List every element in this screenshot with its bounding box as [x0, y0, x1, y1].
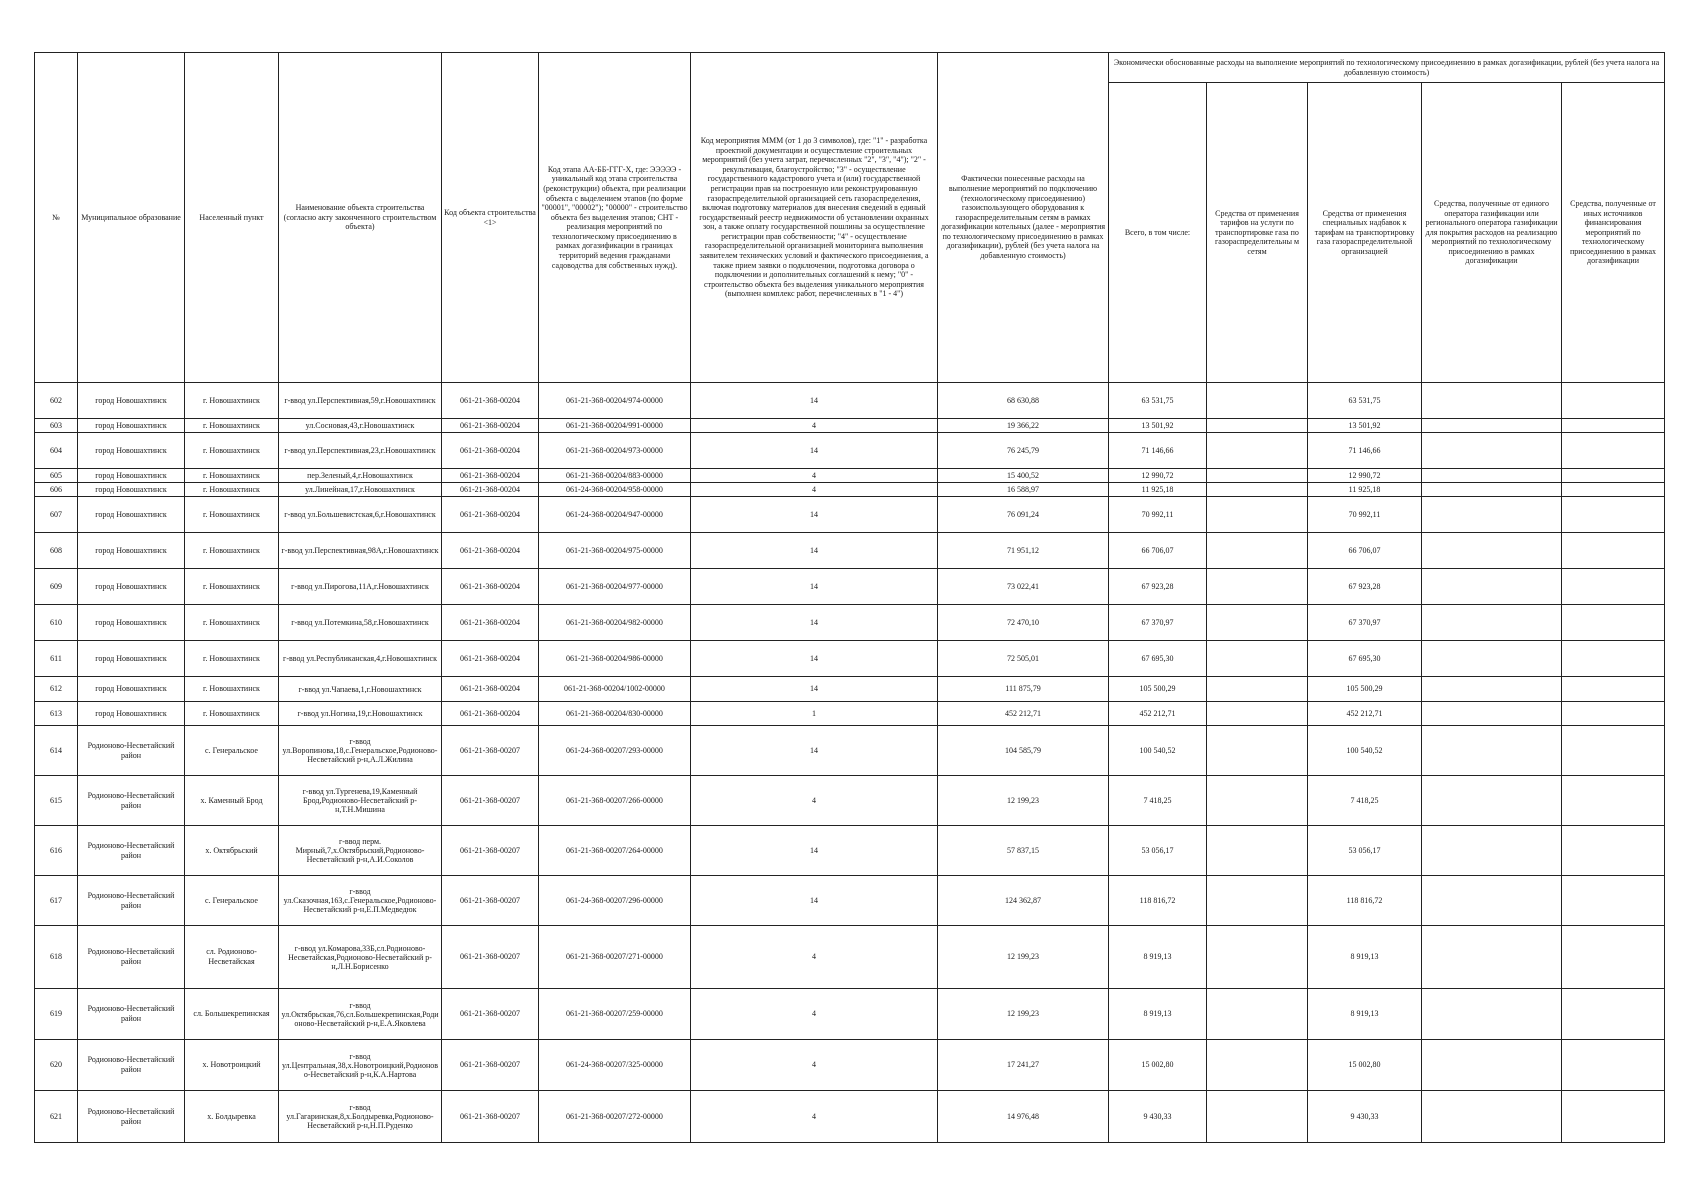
row-tariff — [1207, 1040, 1308, 1091]
row-total: 13 501,92 — [1109, 419, 1207, 433]
row-event-code: 4 — [691, 989, 938, 1040]
row-event-code: 14 — [691, 641, 938, 677]
table-row — [35, 677, 1665, 702]
row-num: 605 — [35, 469, 78, 483]
col-header-special: Средства от применения специальных надбавок к тарифам на транспортировку газа газораспределительной организацией — [1308, 83, 1422, 383]
row-settlement: г. Новошахтинск — [185, 497, 279, 533]
row-municipality: Родионово-Несветайский район — [78, 1040, 185, 1091]
row-tariff — [1207, 677, 1308, 702]
row-object-code: 061-21-368-00204 — [442, 677, 539, 702]
table-body — [35, 383, 1665, 1143]
row-event-code: 4 — [691, 419, 938, 433]
table-row — [35, 433, 1665, 469]
row-special: 70 992,11 — [1308, 497, 1422, 533]
row-tariff — [1207, 483, 1308, 497]
row-stage-code: 061-21-368-00204/986-00000 — [539, 641, 691, 677]
row-settlement: г. Новошахтинск — [185, 419, 279, 433]
table-row — [35, 926, 1665, 989]
row-total: 71 146,66 — [1109, 433, 1207, 469]
row-settlement: сл. Родионово-Несветайская — [185, 926, 279, 989]
row-settlement: г. Новошахтинск — [185, 383, 279, 419]
row-object-name: г-ввод ул.Большевистская,6,г.Новошахтинск — [279, 497, 442, 533]
row-object-code: 061-21-368-00207 — [442, 1091, 539, 1143]
row-special: 63 531,75 — [1308, 383, 1422, 419]
row-tariff — [1207, 702, 1308, 726]
row-object-code: 061-21-368-00207 — [442, 989, 539, 1040]
col-header-object-code: Код объекта строительства <1> — [442, 53, 539, 383]
row-actual-costs: 15 400,52 — [938, 469, 1109, 483]
row-municipality: город Новошахтинск — [78, 469, 185, 483]
row-other — [1562, 383, 1665, 419]
row-stage-code: 061-21-368-00204/982-00000 — [539, 605, 691, 641]
row-single-operator — [1422, 569, 1562, 605]
col-header-stage-code: Код этапа АА-ББ-ГГГ-Х, где: ЭЭЭЭЭ - уникальный код этапа строительства (реконструкции) объекта, при реализации объекта с выделением этапов (по форме "00001", "00002"); "00000" - строительство объекта без выделения этапов; СНТ - реализация мероприятий по технологическому присоединению в рамках догазификации в границах территорий ведения гражданами садоводства для собственных нужд). — [539, 53, 691, 383]
row-special: 12 990,72 — [1308, 469, 1422, 483]
row-other — [1562, 677, 1665, 702]
row-actual-costs: 76 091,24 — [938, 497, 1109, 533]
row-num: 616 — [35, 826, 78, 876]
row-object-code: 061-21-368-00204 — [442, 497, 539, 533]
row-other — [1562, 569, 1665, 605]
row-special: 7 418,25 — [1308, 776, 1422, 826]
row-tariff — [1207, 776, 1308, 826]
row-num: 618 — [35, 926, 78, 989]
row-num: 609 — [35, 569, 78, 605]
row-single-operator — [1422, 383, 1562, 419]
row-stage-code: 061-21-368-00207/272-00000 — [539, 1091, 691, 1143]
row-settlement: г. Новошахтинск — [185, 533, 279, 569]
row-num: 614 — [35, 726, 78, 776]
row-single-operator — [1422, 989, 1562, 1040]
row-stage-code: 061-21-368-00207/266-00000 — [539, 776, 691, 826]
row-settlement: с. Генеральское — [185, 726, 279, 776]
col-header-municipality: Муниципальное образование — [78, 53, 185, 383]
row-municipality: город Новошахтинск — [78, 677, 185, 702]
row-event-code: 4 — [691, 926, 938, 989]
row-settlement: сл. Большекрепинская — [185, 989, 279, 1040]
row-special: 67 370,97 — [1308, 605, 1422, 641]
row-municipality: город Новошахтинск — [78, 483, 185, 497]
row-special: 100 540,52 — [1308, 726, 1422, 776]
row-other — [1562, 876, 1665, 926]
row-actual-costs: 452 212,71 — [938, 702, 1109, 726]
row-num: 613 — [35, 702, 78, 726]
row-single-operator — [1422, 876, 1562, 926]
row-total: 66 706,07 — [1109, 533, 1207, 569]
row-tariff — [1207, 926, 1308, 989]
row-municipality: город Новошахтинск — [78, 433, 185, 469]
row-settlement: г. Новошахтинск — [185, 702, 279, 726]
row-num: 619 — [35, 989, 78, 1040]
row-other — [1562, 726, 1665, 776]
row-tariff — [1207, 876, 1308, 926]
row-municipality: Родионово-Несветайский район — [78, 926, 185, 989]
table-row — [35, 533, 1665, 569]
table-row — [35, 776, 1665, 826]
table-header — [35, 53, 1665, 383]
row-tariff — [1207, 533, 1308, 569]
row-stage-code: 061-24-368-00207/325-00000 — [539, 1040, 691, 1091]
row-event-code: 14 — [691, 383, 938, 419]
row-special: 13 501,92 — [1308, 419, 1422, 433]
row-other — [1562, 702, 1665, 726]
row-stage-code: 061-21-368-00204/883-00000 — [539, 469, 691, 483]
row-tariff — [1207, 433, 1308, 469]
col-header-actual-costs: Фактически понесенные расходы на выполнение мероприятий по подключению (технологическому присоединению) газоиспользующего оборудования к газораспределительным сетям в рамках догазификации котельных (далее - мероприятия по технологическому присоединению в рамках догазификации), рублей (без учета налога на добавленную стоимость) — [938, 53, 1109, 383]
row-num: 602 — [35, 383, 78, 419]
row-single-operator — [1422, 702, 1562, 726]
row-num: 621 — [35, 1091, 78, 1143]
row-object-code: 061-21-368-00207 — [442, 826, 539, 876]
row-num: 612 — [35, 677, 78, 702]
row-municipality: город Новошахтинск — [78, 641, 185, 677]
row-stage-code: 061-21-368-00204/975-00000 — [539, 533, 691, 569]
row-municipality: Родионово-Несветайский район — [78, 726, 185, 776]
row-settlement: х. Октябрьский — [185, 826, 279, 876]
row-special: 15 002,80 — [1308, 1040, 1422, 1091]
row-total: 67 923,28 — [1109, 569, 1207, 605]
row-total: 8 919,13 — [1109, 926, 1207, 989]
row-object-name: г-ввод ул.Перспективная,23,г.Новошахтинск — [279, 433, 442, 469]
row-num: 606 — [35, 483, 78, 497]
row-object-name: г-ввод ул.Сказочная,163,с.Генеральское,Родионово-Несветайский р-н,Е.П.Медведюк — [279, 876, 442, 926]
row-event-code: 4 — [691, 469, 938, 483]
row-stage-code: 061-21-368-00204/974-00000 — [539, 383, 691, 419]
row-municipality: Родионово-Несветайский район — [78, 776, 185, 826]
row-settlement: х. Каменный Брод — [185, 776, 279, 826]
row-total: 11 925,18 — [1109, 483, 1207, 497]
row-other — [1562, 1040, 1665, 1091]
row-municipality: Родионово-Несветайский район — [78, 876, 185, 926]
row-special: 8 919,13 — [1308, 926, 1422, 989]
row-actual-costs: 68 630,88 — [938, 383, 1109, 419]
row-tariff — [1207, 419, 1308, 433]
row-single-operator — [1422, 776, 1562, 826]
row-special: 11 925,18 — [1308, 483, 1422, 497]
row-actual-costs: 71 951,12 — [938, 533, 1109, 569]
row-event-code: 14 — [691, 497, 938, 533]
row-special: 67 695,30 — [1308, 641, 1422, 677]
row-actual-costs: 73 022,41 — [938, 569, 1109, 605]
row-stage-code: 061-21-368-00204/1002-00000 — [539, 677, 691, 702]
row-total: 9 430,33 — [1109, 1091, 1207, 1143]
row-special: 8 919,13 — [1308, 989, 1422, 1040]
row-actual-costs: 17 241,27 — [938, 1040, 1109, 1091]
row-settlement: х. Болдыревка — [185, 1091, 279, 1143]
row-other — [1562, 1091, 1665, 1143]
row-single-operator — [1422, 433, 1562, 469]
row-num: 603 — [35, 419, 78, 433]
row-other — [1562, 483, 1665, 497]
row-num: 607 — [35, 497, 78, 533]
row-total: 70 992,11 — [1109, 497, 1207, 533]
row-object-code: 061-21-368-00207 — [442, 1040, 539, 1091]
row-object-code: 061-21-368-00207 — [442, 926, 539, 989]
row-total: 12 990,72 — [1109, 469, 1207, 483]
row-single-operator — [1422, 533, 1562, 569]
row-object-name: ул.Сосновая,43,г.Новошахтинск — [279, 419, 442, 433]
col-header-other: Средства, полученные от иных источников финансирования мероприятий по технологическому присоединению в рамках догазификации — [1562, 83, 1665, 383]
row-num: 611 — [35, 641, 78, 677]
row-stage-code: 061-21-368-00207/264-00000 — [539, 826, 691, 876]
col-header-tariff: Средства от применения тарифов на услуги по транспортировке газа по газораспределительны м сетям — [1207, 83, 1308, 383]
row-total: 100 540,52 — [1109, 726, 1207, 776]
row-special: 452 212,71 — [1308, 702, 1422, 726]
row-total: 105 500,29 — [1109, 677, 1207, 702]
row-event-code: 14 — [691, 605, 938, 641]
row-tariff — [1207, 605, 1308, 641]
row-other — [1562, 926, 1665, 989]
row-single-operator — [1422, 1040, 1562, 1091]
row-special: 9 430,33 — [1308, 1091, 1422, 1143]
row-special: 67 923,28 — [1308, 569, 1422, 605]
row-stage-code: 061-24-368-00207/296-00000 — [539, 876, 691, 926]
row-actual-costs: 104 585,79 — [938, 726, 1109, 776]
row-total: 7 418,25 — [1109, 776, 1207, 826]
row-settlement: г. Новошахтинск — [185, 641, 279, 677]
row-stage-code: 061-21-368-00207/259-00000 — [539, 989, 691, 1040]
row-object-code: 061-21-368-00204 — [442, 605, 539, 641]
row-object-name: г-ввод ул.Ногина,19,г.Новошахтинск — [279, 702, 442, 726]
row-object-code: 061-21-368-00204 — [442, 419, 539, 433]
row-other — [1562, 605, 1665, 641]
row-total: 118 816,72 — [1109, 876, 1207, 926]
table-row — [35, 726, 1665, 776]
row-single-operator — [1422, 926, 1562, 989]
row-actual-costs: 19 366,22 — [938, 419, 1109, 433]
row-single-operator — [1422, 726, 1562, 776]
table-row — [35, 419, 1665, 433]
table-row — [35, 989, 1665, 1040]
row-event-code: 14 — [691, 876, 938, 926]
row-object-code: 061-21-368-00204 — [442, 533, 539, 569]
row-actual-costs: 14 976,48 — [938, 1091, 1109, 1143]
table-row — [35, 1091, 1665, 1143]
row-actual-costs: 16 588,97 — [938, 483, 1109, 497]
row-total: 67 695,30 — [1109, 641, 1207, 677]
row-event-code: 14 — [691, 826, 938, 876]
row-stage-code: 061-24-368-00204/947-00000 — [539, 497, 691, 533]
row-total: 8 919,13 — [1109, 989, 1207, 1040]
row-object-name: пер.Зеленый,4,г.Новошахтинск — [279, 469, 442, 483]
row-event-code: 14 — [691, 569, 938, 605]
row-event-code: 1 — [691, 702, 938, 726]
row-municipality: город Новошахтинск — [78, 419, 185, 433]
row-tariff — [1207, 497, 1308, 533]
data-table — [34, 52, 1665, 1143]
row-event-code: 4 — [691, 776, 938, 826]
table-row — [35, 876, 1665, 926]
row-stage-code: 061-21-368-00204/973-00000 — [539, 433, 691, 469]
row-special: 71 146,66 — [1308, 433, 1422, 469]
row-special: 118 816,72 — [1308, 876, 1422, 926]
row-object-name: г-ввод ул.Октябрьская,76,сл.Большекрепинская,Родионово-Несветайский р-н,Е.А.Яковлева — [279, 989, 442, 1040]
row-single-operator — [1422, 419, 1562, 433]
row-object-code: 061-21-368-00204 — [442, 383, 539, 419]
row-other — [1562, 826, 1665, 876]
document-page — [34, 52, 1664, 1143]
row-stage-code: 061-21-368-00207/271-00000 — [539, 926, 691, 989]
table-row — [35, 497, 1665, 533]
row-object-code: 061-21-368-00204 — [442, 483, 539, 497]
table-row — [35, 483, 1665, 497]
row-other — [1562, 776, 1665, 826]
table-row — [35, 605, 1665, 641]
row-event-code: 14 — [691, 533, 938, 569]
row-event-code: 14 — [691, 433, 938, 469]
row-tariff — [1207, 826, 1308, 876]
row-single-operator — [1422, 497, 1562, 533]
row-special: 53 056,17 — [1308, 826, 1422, 876]
col-header-group: Экономически обоснованные расходы на выполнение мероприятий по технологическому присоединению в рамках догазификации, рублей (без учета налога на добавленную стоимость) — [1109, 53, 1665, 83]
row-other — [1562, 533, 1665, 569]
row-single-operator — [1422, 826, 1562, 876]
row-num: 620 — [35, 1040, 78, 1091]
row-tariff — [1207, 569, 1308, 605]
row-object-code: 061-21-368-00204 — [442, 569, 539, 605]
row-num: 604 — [35, 433, 78, 469]
row-num: 610 — [35, 605, 78, 641]
row-municipality: Родионово-Несветайский район — [78, 1091, 185, 1143]
row-municipality: город Новошахтинск — [78, 702, 185, 726]
row-object-name: г-ввод ул.Республиканская,4,г.Новошахтинск — [279, 641, 442, 677]
col-header-event-code: Код мероприятия МММ (от 1 до 3 символов), где: "1" - разработка проектной документации и осуществление строительных мероприятий (без учета затрат, перечисленных "2", "3", "4"); "2" - рекультивация, благоустройство; "3" - осуществление государственного кадастрового учета и (или) государственной регистрации прав на построенную или реконструированную газораспределительной организацией сеть газораспределения, включая подготовку материалов для внесения сведений в единый государственный реестр недвижимости об установлении охранных зон, а также оплату государственной пошлины за осуществление регистрации прав собственности; "4" - осуществление газораспределительной организацией мониторинга выполнения заявителем технических условий и фактического присоединения, а также прием заявки о подключении, подготовка договора о подключении и дополнительных соглашений к нему; "0" - строительство объекта без выделения уникального мероприятия (выполнен комплекс работ, перечисленных в "1 - 4") — [691, 53, 938, 383]
col-header-num: № — [35, 53, 78, 383]
row-object-name: г-ввод ул.Центральная,38,х.Новотроицкий,Родионово-Несветайский р-н,К.А.Нартова — [279, 1040, 442, 1091]
row-object-name: г-ввод ул.Воропинова,18,с.Генеральское,Родионово-Несветайский р-н,А.Л.Жилина — [279, 726, 442, 776]
row-actual-costs: 12 199,23 — [938, 926, 1109, 989]
row-stage-code: 061-21-368-00204/991-00000 — [539, 419, 691, 433]
row-stage-code: 061-24-368-00207/293-00000 — [539, 726, 691, 776]
row-municipality: Родионово-Несветайский район — [78, 826, 185, 876]
row-tariff — [1207, 641, 1308, 677]
row-actual-costs: 76 245,79 — [938, 433, 1109, 469]
row-stage-code: 061-24-368-00204/958-00000 — [539, 483, 691, 497]
row-total: 15 002,80 — [1109, 1040, 1207, 1091]
row-other — [1562, 419, 1665, 433]
row-municipality: Родионово-Несветайский район — [78, 989, 185, 1040]
row-object-name: г-ввод ул.Перспективная,59,г.Новошахтинск — [279, 383, 442, 419]
row-single-operator — [1422, 1091, 1562, 1143]
row-municipality: город Новошахтинск — [78, 497, 185, 533]
row-settlement: г. Новошахтинск — [185, 605, 279, 641]
row-event-code: 14 — [691, 677, 938, 702]
table-row — [35, 826, 1665, 876]
row-actual-costs: 111 875,79 — [938, 677, 1109, 702]
row-object-name: г-ввод ул.Пирогова,11А,г.Новошахтинск — [279, 569, 442, 605]
row-object-name: г-ввод ул.Тургенева,19,Каменный Брод,Родионово-Несветайский р-н,Т.Н.Мишина — [279, 776, 442, 826]
row-other — [1562, 497, 1665, 533]
col-header-settlement: Населенный пункт — [185, 53, 279, 383]
row-special: 66 706,07 — [1308, 533, 1422, 569]
row-object-name: г-ввод перм. Мирный,7,х.Октябрьский,Родионово-Несветайский р-н,А.И.Соколов — [279, 826, 442, 876]
col-header-total: Всего, в том числе: — [1109, 83, 1207, 383]
row-tariff — [1207, 989, 1308, 1040]
row-other — [1562, 469, 1665, 483]
row-tariff — [1207, 469, 1308, 483]
row-actual-costs: 72 505,01 — [938, 641, 1109, 677]
row-settlement: г. Новошахтинск — [185, 433, 279, 469]
row-tariff — [1207, 726, 1308, 776]
table-row — [35, 569, 1665, 605]
row-other — [1562, 989, 1665, 1040]
row-num: 617 — [35, 876, 78, 926]
row-object-name: г-ввод ул.Потемкина,58,г.Новошахтинск — [279, 605, 442, 641]
row-settlement: с. Генеральское — [185, 876, 279, 926]
table-row — [35, 641, 1665, 677]
row-actual-costs: 12 199,23 — [938, 776, 1109, 826]
row-object-code: 061-21-368-00207 — [442, 876, 539, 926]
row-settlement: г. Новошахтинск — [185, 569, 279, 605]
row-total: 63 531,75 — [1109, 383, 1207, 419]
row-single-operator — [1422, 641, 1562, 677]
row-event-code: 4 — [691, 1040, 938, 1091]
table-row — [35, 702, 1665, 726]
col-header-single-operator: Средства, полученные от единого оператора газификации или регионального оператора газификации для покрытия расходов на реализацию мероприятий по технологическому присоединению в рамках догазификации — [1422, 83, 1562, 383]
row-municipality: город Новошахтинск — [78, 533, 185, 569]
table-row — [35, 469, 1665, 483]
table-row — [35, 383, 1665, 419]
row-actual-costs: 12 199,23 — [938, 989, 1109, 1040]
row-special: 105 500,29 — [1308, 677, 1422, 702]
row-object-name: г-ввод ул.Чапаева,1,г.Новошахтинск — [279, 677, 442, 702]
row-municipality: город Новошахтинск — [78, 605, 185, 641]
row-single-operator — [1422, 605, 1562, 641]
row-object-name: г-ввод ул.Гагаринская,8,х.Болдыревка,Родионово-Несветайский р-н,Н.П.Руденко — [279, 1091, 442, 1143]
row-object-code: 061-21-368-00204 — [442, 469, 539, 483]
row-actual-costs: 72 470,10 — [938, 605, 1109, 641]
row-object-name: ул.Линейная,17,г.Новошахтинск — [279, 483, 442, 497]
row-object-name: г-ввод ул.Комарова,33Б,сл.Родионово-Несветайская,Родионово-Несветайский р-н,Л.Н.Борисенко — [279, 926, 442, 989]
row-settlement: г. Новошахтинск — [185, 483, 279, 497]
row-num: 615 — [35, 776, 78, 826]
row-object-name: г-ввод ул.Перспективная,98А,г.Новошахтинск — [279, 533, 442, 569]
row-event-code: 4 — [691, 1091, 938, 1143]
row-event-code: 14 — [691, 726, 938, 776]
row-object-code: 061-21-368-00207 — [442, 776, 539, 826]
row-other — [1562, 433, 1665, 469]
row-object-code: 061-21-368-00204 — [442, 641, 539, 677]
row-tariff — [1207, 1091, 1308, 1143]
row-num: 608 — [35, 533, 78, 569]
row-stage-code: 061-21-368-00204/977-00000 — [539, 569, 691, 605]
row-object-code: 061-21-368-00204 — [442, 433, 539, 469]
row-settlement: г. Новошахтинск — [185, 677, 279, 702]
row-event-code: 4 — [691, 483, 938, 497]
row-object-code: 061-21-368-00204 — [442, 702, 539, 726]
row-actual-costs: 57 837,15 — [938, 826, 1109, 876]
row-municipality: город Новошахтинск — [78, 569, 185, 605]
row-tariff — [1207, 383, 1308, 419]
table-row — [35, 1040, 1665, 1091]
row-actual-costs: 124 362,87 — [938, 876, 1109, 926]
row-total: 53 056,17 — [1109, 826, 1207, 876]
row-settlement: г. Новошахтинск — [185, 469, 279, 483]
col-header-object-name: Наименование объекта строительства (согласно акту законченного строительством объекта) — [279, 53, 442, 383]
row-stage-code: 061-21-368-00204/830-00000 — [539, 702, 691, 726]
row-single-operator — [1422, 483, 1562, 497]
row-municipality: город Новошахтинск — [78, 383, 185, 419]
row-single-operator — [1422, 677, 1562, 702]
row-single-operator — [1422, 469, 1562, 483]
row-object-code: 061-21-368-00207 — [442, 726, 539, 776]
row-other — [1562, 641, 1665, 677]
row-total: 67 370,97 — [1109, 605, 1207, 641]
row-settlement: х. Новотроицкий — [185, 1040, 279, 1091]
row-total: 452 212,71 — [1109, 702, 1207, 726]
